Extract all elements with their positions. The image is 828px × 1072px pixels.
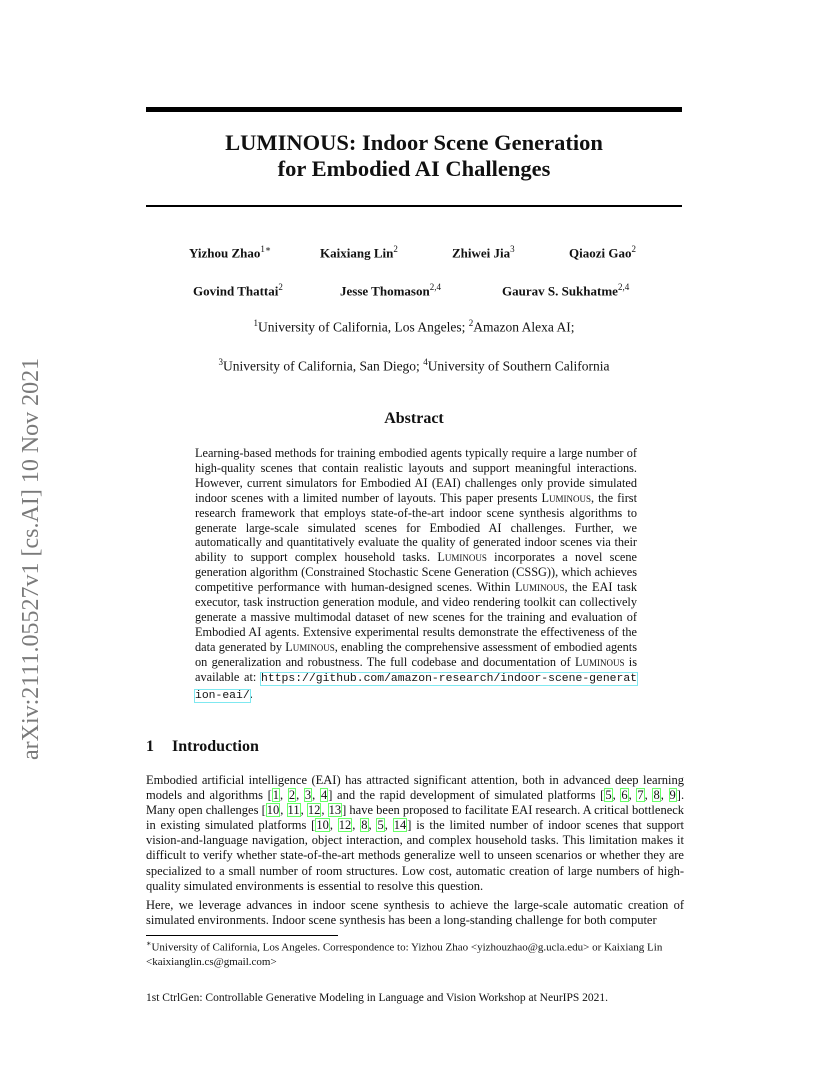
author-7: Gaurav S. Sukhatme$^{2,4}$ bbox=[502, 282, 630, 299]
citation-link[interactable]: 14 bbox=[393, 818, 407, 833]
section-heading bbox=[146, 738, 259, 756]
citation-link[interactable]: 8 bbox=[653, 788, 660, 803]
arxiv-side-stamp: arXiv:2111.05527v1 [cs.AI] 10 Nov 2021 bbox=[18, 357, 44, 760]
author-4: Qiaozi Gao$^2$ bbox=[569, 244, 636, 261]
citation-link[interactable]: 3 bbox=[304, 788, 312, 803]
affiliation-line-1: $^1$University of California, Los Angeles; $^2$Amazon Alexa AI; bbox=[253, 318, 575, 335]
citation-link[interactable]: 13 bbox=[328, 803, 342, 818]
author-1: Yizhou Zhao$^{1∗}$ bbox=[189, 244, 272, 261]
citation-link[interactable]: 11 bbox=[287, 803, 300, 818]
framework-name: Luminous bbox=[285, 639, 335, 654]
section-number: 1 bbox=[146, 738, 154, 755]
author-5: Govind Thattai$^2$ bbox=[193, 282, 283, 299]
abstract-heading: Abstract bbox=[384, 410, 444, 427]
paper-title bbox=[146, 130, 682, 182]
title-rule-top bbox=[146, 107, 682, 112]
citation-link[interactable]: 5 bbox=[605, 788, 612, 803]
citation-link[interactable]: 6 bbox=[621, 788, 628, 803]
framework-name: Luminous bbox=[437, 550, 487, 565]
title-line-2: for Embodied AI Challenges bbox=[277, 156, 551, 181]
citation-link[interactable]: 1 bbox=[272, 788, 280, 803]
venue-note: 1st CtrlGen: Controllable Generative Modeling in Language and Vision Workshop at NeurIPS 2021. bbox=[146, 992, 609, 1004]
framework-name: Luminous bbox=[574, 654, 625, 669]
citation-link[interactable]: 8 bbox=[361, 818, 368, 833]
author-2: Kaixiang Lin$^2$ bbox=[320, 244, 398, 261]
author-6: Jesse Thomason$^{2,4}$ bbox=[340, 282, 441, 299]
intro-paragraph-2: Here, we leverage advances in indoor scene synthesis to achieve the large-scale automatic creation of simulated environments. Indoor scene synthesis has been a long-standing challenge for both computer bbox=[146, 898, 684, 928]
title-line-1: LUMINOUS: Indoor Scene Generation bbox=[225, 130, 603, 155]
citation-link[interactable]: 2 bbox=[288, 788, 296, 803]
framework-name: Luminous bbox=[515, 580, 565, 595]
citation-link[interactable]: 7 bbox=[637, 788, 644, 803]
framework-name: Luminous bbox=[541, 490, 591, 505]
intro-paragraph-1: Embodied artificial intelligence (EAI) has attracted significant attention, both in advanced deep learning models and algorithms [1, 2, 3, 4] and the rapid development of simulated platforms [5, 6, 7, 8, 9]. Many open challenges [10, 11, 12, 13] have been proposed to facilitate EAI research. A critical bottleneck in existing simulated platforms [10, 12, 8, 5, 14] is the limited number of indoor scenes that support vision-and-language navigation, object interaction, and complex household tasks. This limitation makes it difficult to verify whether state-of-the-art methods generalize well to unseen scenarios or whether they are specialized to a small number of room structures. Low cost, automatic creation of large numbers of high-quality simulated environments is essential to resolve this question. bbox=[146, 773, 685, 893]
citation-link[interactable]: 12 bbox=[307, 803, 321, 818]
citation-link[interactable]: 9 bbox=[669, 788, 676, 803]
citation-link[interactable]: 10 bbox=[316, 818, 329, 833]
codebase-link[interactable]: https://github.com/amazon-research/indoor-scene-generation-eai/ bbox=[195, 672, 637, 702]
citation-link[interactable]: 12 bbox=[338, 818, 352, 833]
footnote-rule bbox=[146, 935, 338, 936]
abstract-body: Learning-based methods for training embodied agents typically require a large number of high-quality scenes that contain realistic layouts and support meaningful interactions. However, current simulators for Embodied AI (EAI) challenges only provide simulated indoor scenes with a limited number of layouts. This paper presents Luminous, the first research framework that employs state-of-the-art indoor scene synthesis algorithms to generate large-scale simulated scenes for Embodied AI challenges. Further, we automatically and quantitatively evaluate the quality of generated indoor scenes via their ability to support complex household tasks. Luminous incorporates a novel scene generation algorithm (Constrained Stochastic Scene Generation (CSSG)), which achieves competitive performance with human-designed scenes. Within Luminous, the EAI task executor, task instruction generation module, and video rendering toolkit can collectively generate a massive multimodal dataset of new scenes for the training and evaluation of Embodied AI agents. Extensive experimental results demonstrate the effectiveness of the data generated by Luminous, enabling the comprehensive assessment of embodied agents on generalization and robustness. The full codebase and documentation of Luminous is available at: https://github.com/amazon-research/indoor-scene-generation-eai/. bbox=[195, 446, 638, 702]
citation-link[interactable]: 4 bbox=[320, 788, 328, 803]
author-3: Zhiwei Jia$^3$ bbox=[452, 244, 515, 261]
footnote: ∗University of California, Los Angeles. Correspondence to: Yizhou Zhao <yizhouzhao@g.ucla.edu> or Kaixiang Lin <kaixianglin.cs@gmail.com> bbox=[146, 939, 663, 968]
title-rule-bottom bbox=[146, 205, 682, 207]
citation-link[interactable]: 5 bbox=[377, 818, 384, 833]
citation-link[interactable]: 10 bbox=[266, 803, 280, 818]
affiliation-line-2: $^3$University of California, San Diego; $^4$University of Southern California bbox=[218, 357, 610, 374]
section-title: Introduction bbox=[172, 738, 259, 755]
